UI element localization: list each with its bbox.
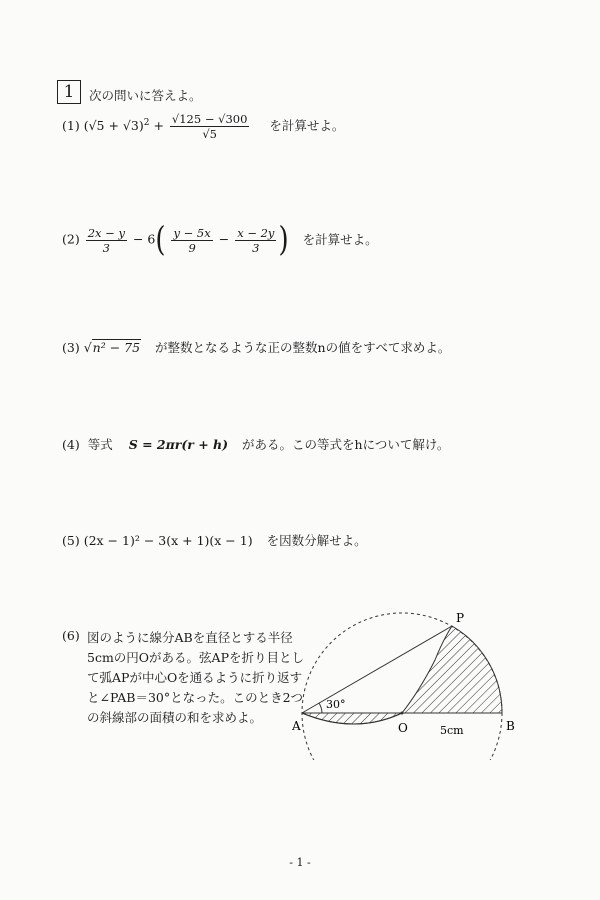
q6-line-3: て弧APが中心Oを通るように折り返す [87,670,303,685]
question-4 [62,435,449,453]
q2-fraction-3 [235,226,276,255]
q2-label: (2) [62,231,80,247]
q3-label: (3) [62,340,80,355]
q6-line-5: の斜線部の面積の和を求めよ。 [87,710,263,725]
q1-exp: 2 [143,117,150,128]
page-number: - 1 - [289,856,311,869]
question-5 [62,531,367,549]
angle-arc [319,703,322,713]
label-b: B [506,719,515,733]
q2-f2-den: 9 [188,240,196,255]
angle-label: 30° [326,698,346,711]
q2-f3-den: 3 [252,240,260,255]
q4-word: 等式 [87,437,113,452]
hatched-region-right [402,626,502,713]
q1-label: (1) [62,118,80,133]
q4-tail: がある。この等式をhについて解け。 [242,437,450,452]
question-2: (2) $\frac{2x - y}{3}$ − 6( $\frac{y - 5x}{9}$ − $\frac{x - 2y}{3}$ ) を計算せよ。 [62,220,378,260]
q1-frac-num: √125 − √300 [171,112,248,126]
q2-f1-den: 3 [102,240,110,255]
problem-instruction: 次の問いに答えよ。 [89,88,202,103]
q6-line-4: と∠PAB＝30°となった。このとき2つ [87,690,304,705]
q1-plus: + [153,118,164,133]
q2-fraction-1 [86,226,127,255]
q5-formula: (2x − 1)² − 3(x + 1)(x − 1) [83,533,253,548]
q4-label: (4) [62,437,80,452]
q6-line-2: 5cmの円Oがある。弦APを折り目とし [87,650,304,665]
question-3: (3) √n² − 75 が整数となるような正の整数nの値をすべて求めよ。 [62,340,451,355]
question-6-text [87,628,304,728]
q6-line-1: 図のように線分ABを直径とする半径 [87,630,293,645]
q2-tail: を計算せよ。 [302,231,378,247]
label-o: O [398,721,408,735]
q5-tail: を因数分解せよ。 [266,533,367,548]
problem-number-box: 1 [57,80,81,104]
q1-expr-a: (√5 + √3) [83,118,144,133]
q2-f1-num: 2x − y [87,225,125,240]
q1-frac-den: √5 [202,127,217,141]
q2-minus6: − 6 [132,231,156,247]
geometry-figure [280,600,540,760]
q2-fraction-2 [171,226,212,255]
q1-tail: を計算せよ。 [269,118,345,133]
q3-tail: が整数となるような正の整数nの値をすべて求めよ。 [155,340,451,355]
q3-radicand: n² − 75 [92,340,141,355]
q6-label: (6) [62,628,80,643]
q2-f3-num: x − 2y [237,225,275,240]
q2-f2-num: y − 5x [173,225,211,240]
q1-fraction [170,112,250,141]
label-p: P [456,611,465,625]
radius-label: 5cm [440,724,464,737]
q4-formula: S = 2πr(r + h) [128,437,229,452]
question-1 [62,112,344,141]
label-a: A [292,719,301,733]
q5-label: (5) [62,533,80,548]
q2-minus: − [218,231,230,247]
center-point [401,712,404,715]
